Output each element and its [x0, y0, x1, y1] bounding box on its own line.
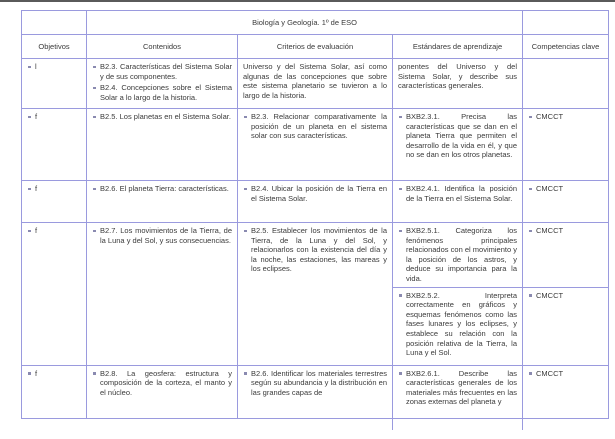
cell-competencias — [523, 109, 609, 181]
cell-objetivos — [22, 365, 87, 418]
list-item — [92, 226, 232, 245]
list-item — [398, 112, 517, 160]
list-item — [243, 184, 387, 203]
cell-competencias — [523, 223, 609, 288]
list-item-continuation — [398, 62, 517, 91]
title-row-empty-right — [523, 11, 609, 35]
competencia-text: CMCCT — [536, 226, 564, 235]
estandar-text: ponentes del Universo y del Sistema Solar, y describe sus características generales. — [398, 62, 518, 91]
column-header-estandares: Estándares de aprendizaje — [393, 35, 523, 59]
page-divider — [0, 0, 615, 2]
list-item — [528, 226, 603, 236]
list-item — [243, 112, 387, 141]
column-header-contenidos: Contenidos — [87, 35, 238, 59]
list-item — [528, 369, 603, 379]
list-item — [398, 184, 517, 203]
cell-estandares — [393, 287, 523, 365]
cell-estandares-clipped — [393, 365, 523, 418]
contenido-text: B2.8. La geosfera: estructura y composición de la corteza, el manto y el núcleo. — [100, 368, 232, 397]
estandar-text: BXB2.5.2. Interpreta correctamente en gráficos y esquemas fenómenos como las fases lunares y los eclipses, y establece su relación con la posición relativa de la Tierra, la Luna y el Sol. — [406, 290, 518, 358]
cell-objetivos — [22, 109, 87, 181]
objetivo-letter: f — [35, 184, 38, 193]
cell-criterios — [238, 109, 393, 181]
competencia-text: CMCCT — [536, 112, 564, 121]
title-row-empty-left — [22, 11, 87, 35]
cell-criterios — [238, 59, 393, 109]
criterio-text: B2.6. Identificar los materiales terrestres según su abundancia y la distribución en las grandes capas de — [251, 368, 387, 397]
contenido-text: B2.5. Los planetas en el Sistema Solar. — [100, 112, 231, 121]
objetivo-letter: l — [35, 62, 37, 71]
list-item — [92, 184, 232, 194]
list-item — [92, 62, 232, 81]
cell-objetivos — [22, 59, 87, 109]
list-item — [27, 226, 81, 236]
competencia-text: CMCCT — [536, 184, 564, 193]
cell-estandares — [393, 59, 523, 109]
column-header-criterios: Criterios de evaluación — [238, 35, 393, 59]
criterio-text: B2.5. Establecer los movimientos de la Tierra, de la Luna y del Sol, y relacionarlos con la existencia del día y la noche, las estaciones, las mareas y los eclipses. — [251, 226, 387, 274]
estandar-text: BXB2.3.1. Precisa las características que se dan en el planeta Tierra que permiten el desarrollo de la vida en él, y que no se dan en los otros planetas. — [406, 112, 518, 160]
table-header-row — [22, 35, 609, 59]
objetivo-letter: f — [35, 368, 38, 378]
list-item — [528, 291, 603, 301]
contenido-text: B2.6. El planeta Tierra: características. — [100, 184, 229, 193]
column-header-objetivos: Objetivos — [22, 35, 87, 59]
list-item — [27, 184, 81, 194]
list-item — [92, 369, 232, 398]
cell-objetivos — [22, 223, 87, 366]
table-row — [22, 365, 609, 418]
cell-competencias — [523, 59, 609, 109]
cell-competencias — [523, 287, 609, 365]
table-title-row — [22, 11, 609, 35]
objetivo-letter: f — [35, 112, 38, 121]
cell-objetivos — [22, 181, 87, 223]
list-item — [398, 369, 517, 407]
cell-criterios — [238, 223, 393, 366]
list-item — [92, 83, 232, 102]
estandar-text: BXB2.5.1. Categoriza los fenómenos principales relacionados con el movimiento y la posición de los astros, y deduce su importancia para la vida. — [406, 226, 518, 283]
table-row — [22, 109, 609, 181]
criterio-text: Universo y del Sistema Solar, así como algunas de las concepciones que sobre este sistema planetario se tuvieron a lo largo de la historia. — [243, 62, 387, 100]
list-item — [27, 112, 81, 122]
contenido-text: B2.3. Características del Sistema Solar y de sus componentes. — [100, 62, 232, 81]
list-item — [528, 112, 603, 122]
competencia-text: CMCCT — [536, 368, 564, 378]
column-header-competencias: Competencias clave — [523, 35, 609, 59]
contenido-text: B2.7. Los movimientos de la Tierra, de la Luna y del Sol, y sus consecuencias. — [100, 226, 232, 245]
cell-contenidos — [87, 181, 238, 223]
list-item — [398, 291, 517, 358]
cell-contenidos — [87, 365, 238, 418]
table-row — [22, 59, 609, 109]
list-item — [27, 369, 81, 379]
list-item — [398, 226, 517, 284]
list-item — [243, 226, 387, 274]
cell-contenidos — [87, 223, 238, 366]
cell-estandares — [393, 109, 523, 181]
list-item — [92, 112, 232, 122]
cell-contenidos — [87, 109, 238, 181]
cell-competencias — [523, 181, 609, 223]
cell-competencias — [523, 365, 609, 418]
list-item — [243, 369, 387, 398]
list-item — [27, 62, 81, 72]
cell-contenidos — [87, 59, 238, 109]
table-title: Biología y Geología. 1º de ESO — [87, 11, 523, 35]
cell-estandares — [393, 223, 523, 288]
page-cut-overflow — [398, 369, 517, 415]
list-item-continuation — [243, 62, 387, 100]
cell-estandares — [393, 181, 523, 223]
competencia-text: CMCCT — [536, 290, 564, 300]
criterio-text: B2.4. Ubicar la posición de la Tierra en el Sistema Solar. — [251, 184, 387, 203]
cell-criterios — [238, 365, 393, 418]
estandar-text: BXB2.4.1. Identifica la posición de la Tierra en el Sistema Solar. — [406, 184, 518, 203]
criterio-text: B2.3. Relacionar comparativamente la posición de un planeta en el sistema solar con sus características. — [251, 112, 387, 141]
curriculum-table — [21, 10, 609, 419]
table-row — [22, 223, 609, 288]
contenido-text: B2.4. Concepciones sobre el Sistema Solar a lo largo de la historia. — [100, 83, 232, 102]
cell-criterios — [238, 181, 393, 223]
objetivo-letter: f — [35, 226, 38, 235]
estandar-text: BXB2.6.1. Describe las características generales de los materiales más frecuentes en las zonas externas del planeta y — [406, 368, 518, 407]
list-item — [528, 184, 603, 194]
table-row — [22, 181, 609, 223]
